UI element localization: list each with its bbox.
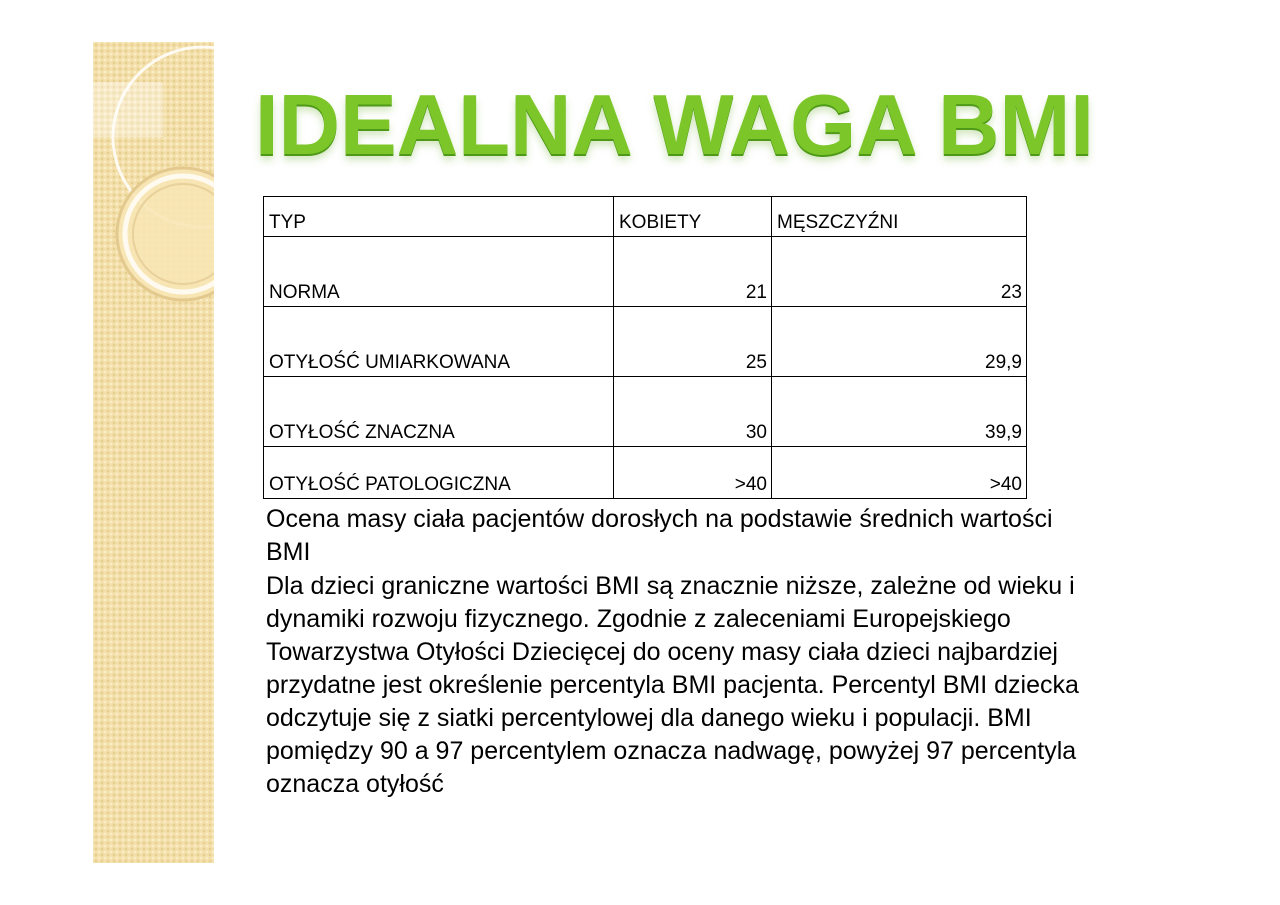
table-row	[264, 307, 1027, 377]
page-title: IDEALNA WAGA BMI	[255, 78, 1094, 173]
cell-typ: OTYŁOŚĆ ZNACZNA	[264, 377, 614, 447]
header-mezczyzni: MĘSZCZYŹNI	[772, 197, 1027, 237]
cell-kobiety: 21	[614, 237, 772, 307]
cell-kobiety: 30	[614, 377, 772, 447]
header-typ: TYP	[264, 197, 614, 237]
decorative-circles	[93, 42, 214, 863]
cell-typ: OTYŁOŚĆ UMIARKOWANA	[264, 307, 614, 377]
cell-mezczyzni: 39,9	[772, 377, 1027, 447]
cell-mezczyzni: 29,9	[772, 307, 1027, 377]
table-header-row	[264, 197, 1027, 237]
table-row	[264, 447, 1027, 499]
cell-typ: NORMA	[264, 237, 614, 307]
cell-mezczyzni: >40	[772, 447, 1027, 499]
decorative-side-band	[93, 42, 214, 863]
body-text	[266, 503, 1086, 801]
table-row	[264, 377, 1027, 447]
table-caption: Ocena masy ciała pacjentów dorosłych na podstawie średnich wartości BMI	[266, 505, 1053, 566]
cell-typ: OTYŁOŚĆ PATOLOGICZNA	[264, 447, 614, 499]
children-bmi-paragraph: Dla dzieci graniczne wartości BMI są znacznie niższe, zależne od wieku i dynamiki rozwoju fizycznego. Zgodnie z zaleceniami Europejskiego Towarzystwa Otyłości Dziecięcej do oceny masy ciała dzieci najbardziej przydatne jest określenie percentyla BMI pacjenta. Percentyl BMI dziecka odczytuje się z siatki percentylowej dla danego wieku i populacji. BMI pomiędzy 90 a 97 percentylem oznacza nadwagę, powyżej 97 percentyla oznacza otyłość	[266, 572, 1079, 798]
table-row	[264, 237, 1027, 307]
cell-kobiety: 25	[614, 307, 772, 377]
cell-kobiety: >40	[614, 447, 772, 499]
cell-mezczyzni: 23	[772, 237, 1027, 307]
header-kobiety: KOBIETY	[614, 197, 772, 237]
bmi-table	[263, 196, 1027, 499]
